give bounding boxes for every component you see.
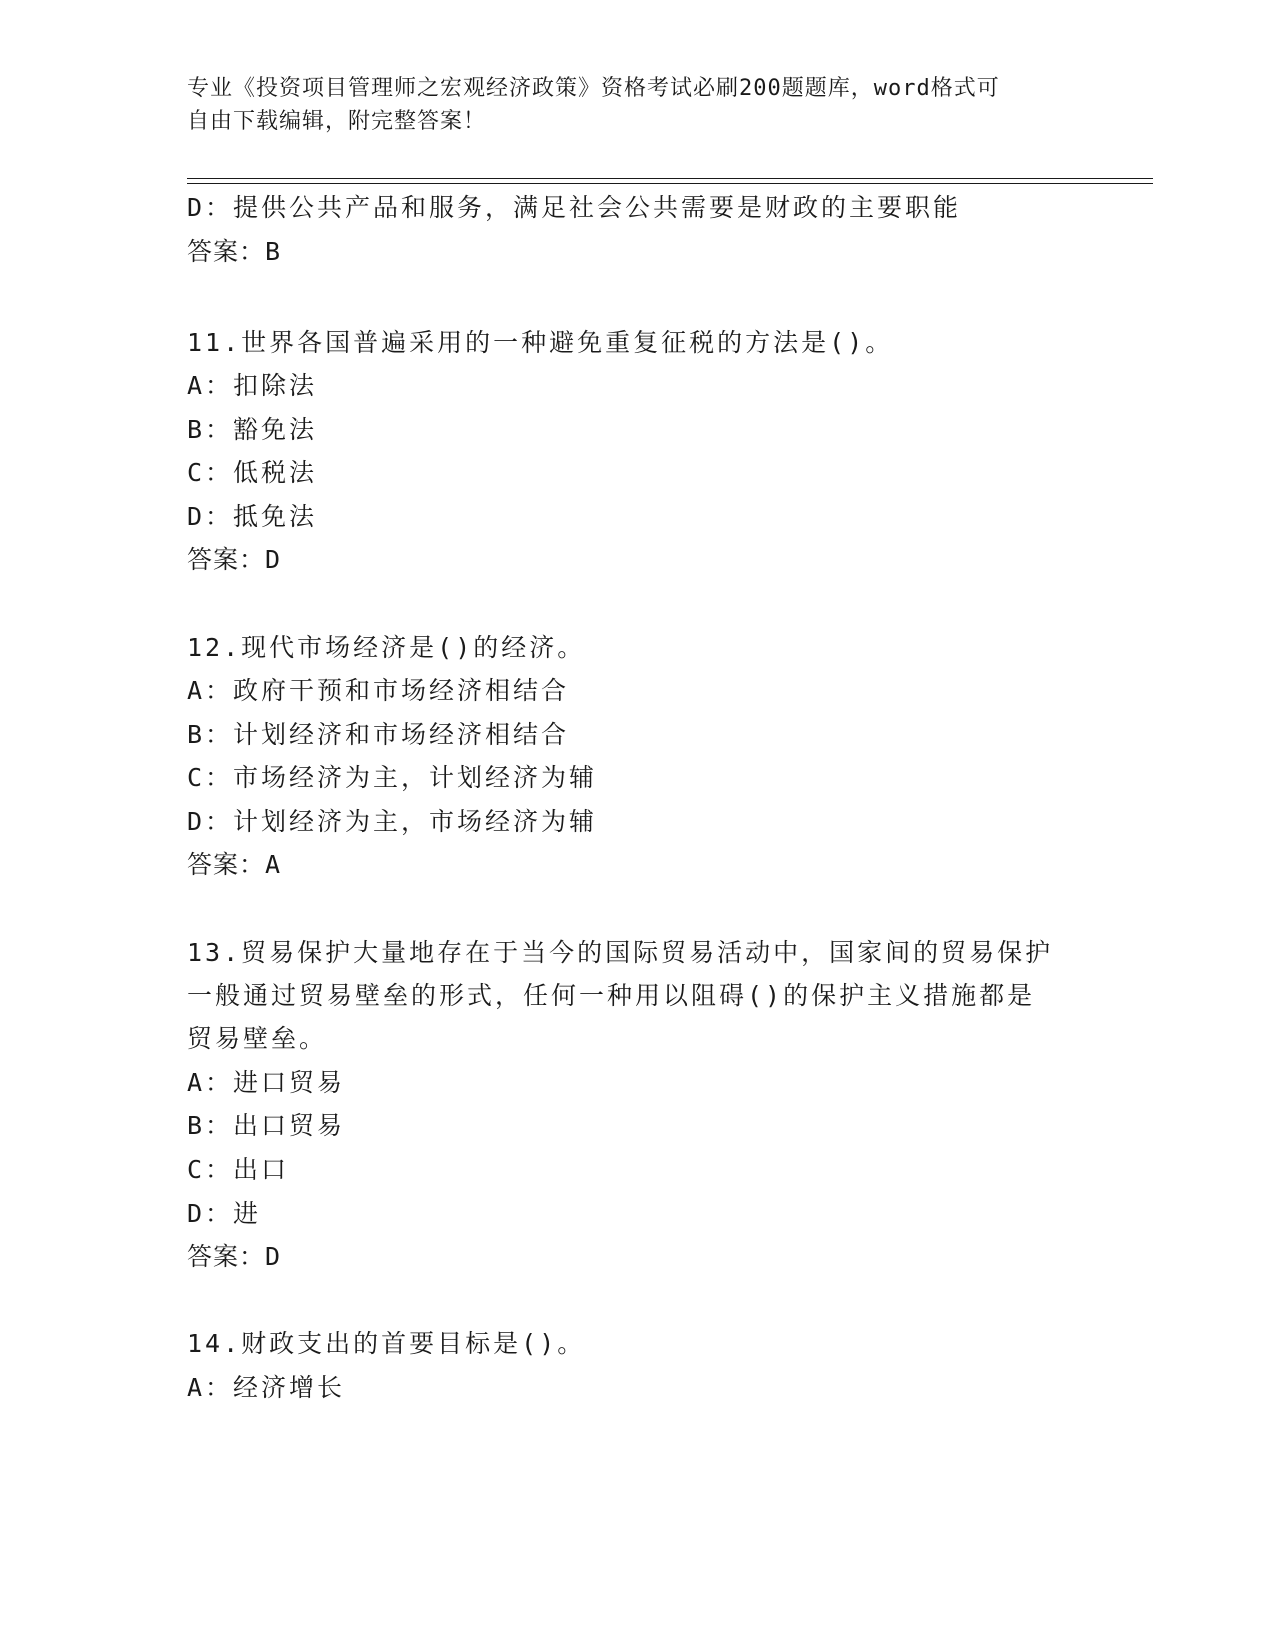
answer-value: D [265, 1242, 282, 1271]
question-13-stem-line-3: 贸易壁垒。 [187, 1024, 328, 1053]
question-13-option-c: C：出口 [187, 1155, 290, 1184]
header-line-1: 专业《投资项目管理师之宏观经济政策》资格考试必刷200题题库，word格式可 [187, 76, 1000, 101]
answer-label: 答案： [187, 237, 266, 266]
question-11-option-a: A：扣除法 [187, 371, 318, 400]
question-10-option-d: D：提供公共产品和服务，满足社会公共需要是财政的主要职能 [187, 193, 962, 222]
answer-label: 答案： [187, 545, 266, 574]
question-13-option-d: D：进 [187, 1199, 262, 1228]
question-11-option-b: B：豁免法 [187, 415, 318, 444]
question-12-option-b: B：计划经济和市场经济相结合 [187, 720, 570, 749]
question-13-answer [187, 1240, 281, 1274]
question-13-stem-line-1: 13.贸易保护大量地存在于当今的国际贸易活动中，国家间的贸易保护 [187, 938, 1054, 967]
question-11-answer [187, 543, 281, 577]
answer-label: 答案： [187, 850, 266, 879]
question-11-option-d: D：抵免法 [187, 502, 318, 531]
header-rule-top [187, 178, 1153, 179]
answer-value: A [265, 850, 282, 879]
question-13-stem-line-2: 一般通过贸易壁垒的形式，任何一种用以阻碍()的保护主义措施都是 [187, 981, 1036, 1010]
question-12-option-d: D：计划经济为主，市场经济为辅 [187, 807, 598, 836]
question-12-answer [187, 848, 281, 882]
question-11-option-c: C：低税法 [187, 458, 318, 487]
question-12-option-c: C：市场经济为主，计划经济为辅 [187, 763, 598, 792]
question-12-option-a: A：政府干预和市场经济相结合 [187, 676, 570, 705]
question-13-option-a: A：进口贸易 [187, 1068, 346, 1097]
answer-label: 答案： [187, 1242, 266, 1271]
question-13-option-b: B：出口贸易 [187, 1111, 346, 1140]
question-14-stem: 14.财政支出的首要目标是()。 [187, 1329, 586, 1358]
answer-value: B [265, 237, 282, 266]
document-header [187, 72, 1067, 138]
question-12-stem: 12.现代市场经济是()的经济。 [187, 633, 586, 662]
header-rule-bottom [187, 183, 1153, 184]
question-14-option-a: A：经济增长 [187, 1373, 346, 1402]
header-line-2: 自由下载编辑，附完整答案！ [187, 109, 487, 134]
question-10-answer [187, 235, 281, 269]
question-11-stem: 11.世界各国普遍采用的一种避免重复征税的方法是()。 [187, 328, 894, 357]
answer-value: D [265, 545, 282, 574]
